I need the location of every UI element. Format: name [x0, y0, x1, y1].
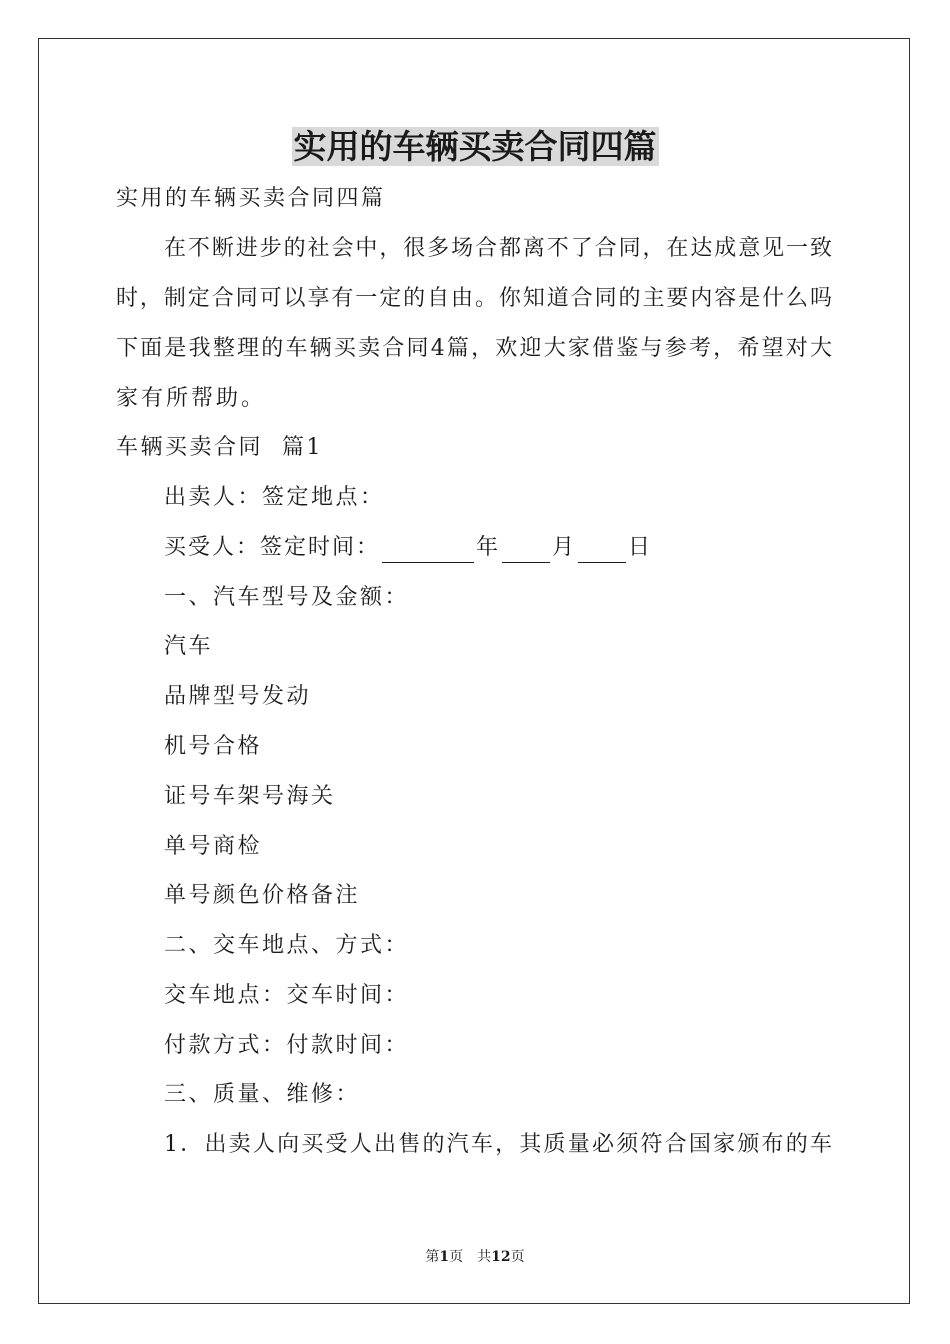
body-line-11: 三、质量、维修：: [164, 1082, 361, 1107]
body-line-3: 品牌型号发动: [164, 684, 312, 709]
seller-line: 出卖人：签定地点：: [164, 485, 385, 510]
year-label: 年: [476, 535, 501, 560]
body-line-1: 一、汽车型号及金额：: [164, 585, 410, 610]
year-blank: [382, 540, 474, 563]
intro-line-1: 在不断进步的社会中，很多场合都离不了合同，在达成意见一致: [164, 236, 832, 261]
body-line-9: 交车地点：交车时间：: [164, 983, 410, 1008]
footer-page-prefix: 第: [425, 1249, 440, 1265]
footer-total-suffix: 页: [510, 1249, 525, 1265]
section-heading: 车辆买卖合同 篇1: [116, 435, 323, 460]
page-footer: [0, 1248, 950, 1266]
month-label: 月: [552, 535, 577, 560]
intro-line-2: 时，制定合同可以享有一定的自由。你知道合同的主要内容是什么吗: [116, 286, 832, 311]
body-line-7: 单号颜色价格备注: [164, 883, 361, 908]
intro-line-4: 家有所帮助。: [116, 386, 267, 411]
day-blank: [578, 540, 626, 563]
clause-1-line: 1．出卖人向买受人出售的汽车，其质量必须符合国家颁布的车: [164, 1132, 832, 1157]
footer-total-prefix: 共: [477, 1249, 492, 1265]
buyer-line-prefix: 买受人：签定时间：: [164, 535, 381, 560]
body-line-10: 付款方式：付款时间：: [164, 1033, 410, 1058]
document-title: [0, 124, 950, 170]
month-blank: [502, 540, 550, 563]
footer-page-mid: 页: [449, 1249, 464, 1265]
day-label: 日: [628, 535, 653, 560]
footer-page-total: 12: [491, 1249, 511, 1265]
body-line-6: 单号商检: [164, 834, 263, 859]
footer-page-current: 1: [439, 1249, 450, 1265]
intro-line-3: 下面是我整理的车辆买卖合同4篇，欢迎大家借鉴与参考，希望对大: [116, 336, 832, 361]
document-subtitle: 实用的车辆买卖合同四篇: [116, 186, 386, 211]
body-line-8: 二、交车地点、方式：: [164, 933, 410, 958]
document-title-text: 实用的车辆买卖合同四篇: [293, 127, 657, 166]
body-line-4: 机号合格: [164, 734, 263, 759]
body-line-5: 证号车架号海关: [164, 784, 336, 809]
body-line-2: 汽车: [164, 634, 214, 659]
page-border: [38, 38, 910, 1304]
buyer-line: [164, 533, 652, 563]
